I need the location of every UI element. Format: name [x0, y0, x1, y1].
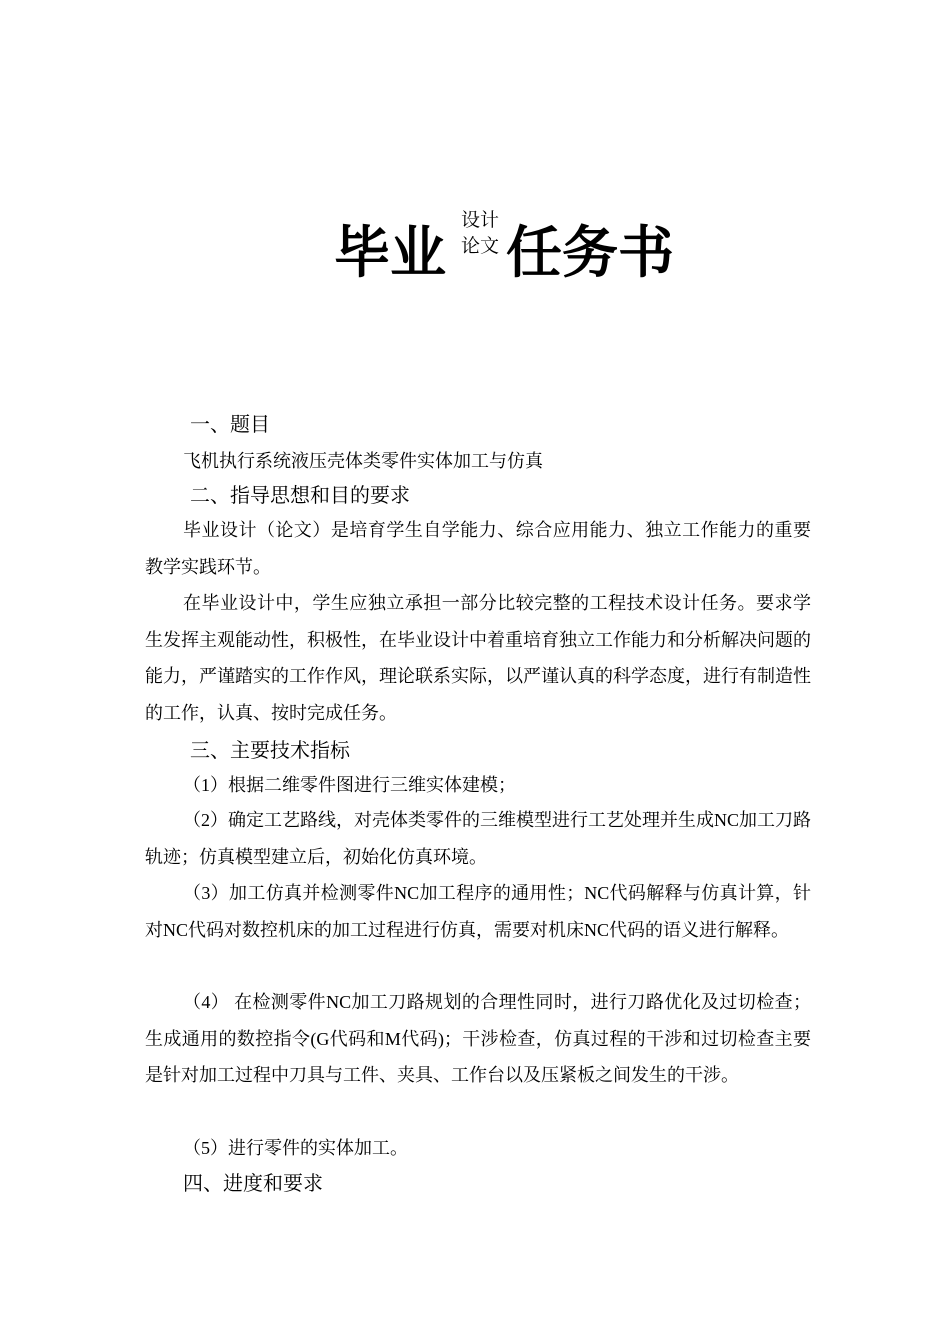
indicator-item-5: （5）进行零件的实体加工。: [183, 1138, 408, 1158]
title-right: 任务书: [506, 221, 674, 286]
title-left: 毕业: [334, 221, 446, 286]
indicator-item-2: （2）确定工艺路线，对壳体类零件的三维模型进行工艺处理并生成NC加工刀路轨迹；仿真模型建立后，初始化仿真环境。: [145, 810, 812, 867]
title-stacked-options: [458, 207, 502, 259]
heading-topic: 一、题目: [190, 412, 270, 436]
heading-tech-indicators: 三、主要技术指标: [190, 738, 350, 762]
indicator-item-3: （3）加工仿真并检测零件NC加工程序的通用性；NC代码解释与仿真计算，针对NC代码对数控机床的加工过程进行仿真，需要对机床NC代码的语义进行解释。: [145, 883, 811, 940]
indicator-item-4: （4） 在检测零件NC加工刀路规划的合理性同时，进行刀路优化及过切检查；生成通用的数控指令(G代码和M代码)；干涉检查，仿真过程的干涉和过切检查主要是针对加工过程中刀具与工件、夹具、工作台以及压紧板之间发生的干涉。: [145, 992, 811, 1085]
heading-schedule: 四、进度和要求: [183, 1171, 323, 1195]
indicator-item-1: （1）根据二维零件图进行三维实体建模；: [183, 775, 516, 795]
guidance-paragraph-1: 毕业设计（论文）是培育学生自学能力、综合应用能力、独立工作能力的重要教学实践环节。: [145, 520, 811, 577]
document-title: [0, 205, 950, 295]
heading-guidance: 二、指导思想和目的要求: [190, 483, 410, 507]
guidance-paragraph-2: 在毕业设计中，学生应独立承担一部分比较完整的工程技术设计任务。要求学生发挥主观能动性，积极性，在毕业设计中着重培育独立工作能力和分析解决问题的能力，严谨踏实的工作作风，理论联系实际，以严谨认真的科学态度，进行有制造性的工作，认真、按时完成任务。: [145, 593, 811, 723]
title-option-design: 设计: [460, 209, 499, 231]
topic-text: 飞机执行系统液压壳体类零件实体加工与仿真: [183, 451, 543, 471]
title-option-thesis: 论文: [460, 235, 499, 257]
